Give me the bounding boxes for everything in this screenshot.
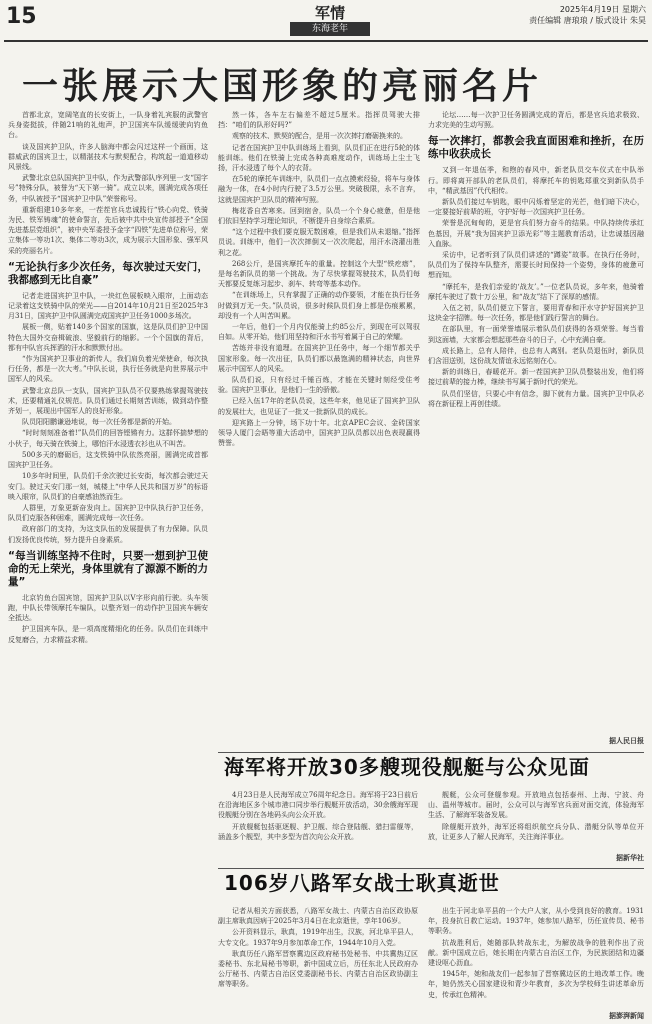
section-divider bbox=[218, 868, 644, 869]
subheading: 每一次摔打，都教会我直面困难和挫折，在历练中收获成长 bbox=[428, 135, 644, 161]
article2-headline: 海军将开放30多艘现役舰艇与公众见面 bbox=[224, 755, 590, 779]
paragraph: 队员们坚信，只要心中有信念，脚下就有力量。国宾护卫中队必将在新征程上再创佳绩。 bbox=[428, 389, 644, 408]
paragraph: 梅花香自苦寒来。回到宿舍，队员一个个身心疲惫，但是他们依旧坚持学习理论知识，不断提升自身综合素质。 bbox=[218, 206, 420, 226]
paragraph: 北京钓鱼台国宾馆，国宾护卫队以V字形向前行驶。头车领跑，中队长带领摩托车编队，以整齐划一的动作护卫国宾车辆安全抵达。 bbox=[8, 593, 208, 623]
paragraph: 耿真历任八路军晋察冀边区政府秘书处秘书、中共冀热辽区委秘书、东北局秘书等职，新中国成立后，历任东北人民政府办公厅秘书、内蒙古自治区党委副秘书长、内蒙古自治区政协副主席等职务。 bbox=[218, 949, 418, 989]
paragraph: “在训练场上，只有掌握了正确的动作要领，才能在执行任务时做到万无一失。”队员说，很多时候队员们身上都是伤痕累累，却没有一个人叫苦叫累。 bbox=[218, 291, 420, 320]
issue-date: 2025年4月19日 星期六 bbox=[559, 5, 646, 14]
section-title: 军情 bbox=[314, 4, 345, 22]
paragraph: 人群里，万象更新奋发向上。国宾护卫中队执行护卫任务，队员们克服各种困难，圆满完成每一次任务。 bbox=[8, 503, 208, 523]
header-info bbox=[470, 4, 646, 26]
paragraph: 展板一侧，贴着140多个国家的国旗，这是队员们护卫中国特色大国外交奋楫破浪、坚毅前行的缩影。一个个国旗的背后，都有中队官兵挥洒的汗水和默默付出。 bbox=[8, 323, 208, 352]
paragraph: 10多年时间里，队员们千余次驶过长安街，每次都会驶过天安门。驶过天安门那一刻，城楼上“中华人民共和国万岁”的标语映入眼帘，队员们的自豪感油然而生。 bbox=[8, 472, 208, 501]
paragraph: 首都北京，宽阔笔直的长安街上，一队身着礼宾服的武警官兵身姿挺拔，伴随21响的礼炮声，护卫国宾车队缓缓驶向钓鱼台。 bbox=[8, 111, 208, 140]
paragraph: 已经入伍17年的老队员说，这些年来，他见证了国宾护卫队的发展壮大，也见证了一批又一批新队员的成长。 bbox=[218, 397, 420, 416]
article2-column-2 bbox=[428, 790, 644, 852]
paragraph: 一年后，他们一个月内仅能骑上约85公斤，到现在可以驾驭自如。从零开始，他们用坚持和汗水书写着属于自己的荣耀。 bbox=[218, 323, 420, 342]
paragraph: 新的训练日，春暖花开。新一茬国宾护卫队员整装出发，他们将接过前辈的接力棒，继续书写属于新时代的荣光。 bbox=[428, 368, 644, 387]
paragraph: 舰艇，公众可登舰参观。开放地点包括泰州、上海、宁波、舟山、温州等城市。届时，公众可以与海军官兵面对面交流，体验海军生活、了解海军装备发展。 bbox=[428, 791, 644, 820]
article1-headline: 一张展示大国形象的亮丽名片 bbox=[22, 66, 543, 107]
article3-headline: 106岁八路军女战士耿真逝世 bbox=[224, 871, 500, 895]
article3-column-1 bbox=[218, 906, 418, 1020]
subheading: “每当训练坚持不住时，只要一想到护卫使命的无上荣光，身体里就有了源源不断的力量” bbox=[8, 549, 208, 588]
paragraph: 记者从相关方面获悉，八路军女战士、内蒙古自治区政协原副主席耿真因病于2025年3月4日在北京逝世，享年106岁。 bbox=[218, 907, 418, 926]
paragraph: 观察的技术、默契的配合，是用一次次摔打磨砺换来的。 bbox=[232, 132, 407, 141]
article3-byline: 据澎湃新闻 bbox=[609, 1011, 644, 1020]
paragraph: 500多天的磨砺后，这支铁骑中队依然亮丽，圆满完成首都国宾护卫任务。 bbox=[8, 450, 208, 470]
paragraph: “时时刻刻准备着!”队员们的回答铿锵有力。这群怀揣梦想的小伙子，每天骑在铁骑上，哪怕汗水浸透衣衫也从不叫苦。 bbox=[8, 429, 208, 448]
paragraph: 1945年，她和战友们一起参加了晋察冀边区的土地改革工作。晚年，她仍然关心国家建设和青少年教育，多次为学校师生讲述革命历史，传承红色精神。 bbox=[428, 970, 644, 999]
paragraph: 新队员们接过车钥匙，眼中闪烁着坚定的光芒，他们暗下决心，一定要接好前辈的班，守护好每一次国宾护卫任务。 bbox=[428, 198, 644, 217]
paragraph: 出生于河北阜平县的一个大户人家，从小受到良好的教育。1931年，投身抗日救亡运动。1937年，她参加八路军，历任宣传员、秘书等职务。 bbox=[428, 907, 644, 936]
article1-byline: 据人民日报 bbox=[609, 736, 644, 745]
article2-byline: 据新华社 bbox=[616, 853, 644, 862]
paragraph: 论坛……每一次护卫任务圆满完成的背后，都是官兵追求极致、力求完美的生动写照。 bbox=[428, 111, 644, 130]
article1-column-3 bbox=[428, 110, 644, 730]
page-number: 15 bbox=[6, 4, 37, 29]
paragraph: 抗战胜利后，她随部队转战东北，为解放战争的胜利作出了贡献。新中国成立后，她长期在内蒙古自治区工作，为民族团结和边疆建设呕心沥血。 bbox=[428, 938, 644, 968]
paragraph: 武警北京总队国宾护卫中队，作为武警部队序列里一支“国字号”特殊分队，被誉为“天下第一骑”。成立以来，圆满完成各项任务，中队被授予“国宾护卫中队”荣誉称号。 bbox=[8, 174, 208, 203]
paragraph: “摩托车，是我们亲爱的‘战友’。”一位老队员说，多年来，他骑着摩托车驶过了数十万公里，和“战友”结下了深厚的感情。 bbox=[428, 282, 644, 301]
paragraph: 武警北京总队一支队，国宾护卫队员不仅要熟练掌握驾驶技术，还要精通礼仪规范。队员们通过长期刻苦训练，做到动作整齐划一，展现出中国军人的良好形象。 bbox=[8, 386, 208, 416]
paragraph: 又到一年退伍季，和煦的春风中，新老队员交车仪式在中队举行。即将离开部队的老队员们，将摩托车的钥匙郑重交到新队员手中，“精武基因”代代相传。 bbox=[428, 166, 644, 195]
paragraph: 记者走进国宾护卫中队，一块红色展板映入眼帘，上面动态记录着这支铁骑中队的荣光——自2014年10月21日至2025年3月31日，国宾护卫中队圆满完成国宾护卫任务1000多场次。 bbox=[8, 291, 208, 321]
paragraph: 重新组建10多年来，一茬茬官兵忠诚践行“铁心向党、铁骑为民、铁军铸魂”的使命誓言，先后被中共中央宣传部授予“全国先进基层党组织”，被中央军委授予金字“四铁”先进单位称号，荣立集体一等功1次、集体二等功3次，成为展示大国形象、强军风采的亮丽名片。 bbox=[8, 205, 208, 255]
paragraph: 在5轮的摩托车训练中，队员们一点点摸索经验，将车与身体融为一体，在4小时内行驶了3.5万公里。突破极限，永不言弃，这就是国宾护卫队员的精神写照。 bbox=[218, 175, 420, 204]
article2-column-1 bbox=[218, 790, 418, 862]
article3-column-2 bbox=[428, 906, 644, 1010]
paragraph: 谈及国宾护卫队，许多人脑海中都会闪过这样一个画面，这群威武的国宾卫士，以精湛技术与默契配合，构筑起一道道移动风景线。 bbox=[8, 142, 208, 172]
paragraph: “作为国宾护卫事业的新传人，我们肩负着光荣使命，每次执行任务，都是一次大考。”中队长说，执行任务就是向世界展示中国军人的风采。 bbox=[8, 355, 208, 384]
paragraph: 268公斤，是国宾摩托车的重量。控制这个大型“铁疙瘩”，是每名新队员的第一个挑战。为了尽快掌握驾驶技术，队员们每天都要反复练习起步、刹车、转弯等基本动作。 bbox=[218, 259, 420, 289]
brand-logo: 东海老年 bbox=[290, 22, 370, 36]
subheading: “无论执行多少次任务，每次驶过天安门，我都感到无比自豪” bbox=[8, 260, 208, 286]
paragraph: 开放舰艇包括驱逐舰、护卫舰、综合登陆舰、猎扫雷舰等，涵盖多个舰型，其中多型为首次向公众开放。 bbox=[218, 822, 418, 841]
paragraph: 政府部门的支持，为这支队伍的发展提供了有力保障。队员们发扬优良传统，努力提升自身素质。 bbox=[8, 525, 208, 544]
paragraph: “这个过程中我们要克服无数困难，但是我们从未退缩。”指挥员说。训练中，他们一次次摔倒又一次次爬起，用汗水浇灌出胜利之花。 bbox=[218, 228, 420, 257]
paragraph: 荣誉是沉甸甸的，更是官兵们努力奋斗的结果。中队持续传承红色基因，开展“我为国宾护卫添光彩”等主题教育活动，让忠诚基因融入血脉。 bbox=[428, 219, 644, 248]
paragraph: 除舰艇开放外，海军还将组织航空兵分队、潜艇分队等单位开放，让更多人了解人民海军，关注海洋事业。 bbox=[428, 822, 644, 841]
article1-column-1 bbox=[8, 110, 208, 1010]
article1-column-2 bbox=[218, 110, 420, 750]
paragraph: 采访中，记者听到了队员们讲述的“蹲姿”故事。在执行任务时，队员们为了保持车队整齐，需要长时间保持一个姿势，身体的疲惫可想而知。 bbox=[428, 251, 644, 280]
paragraph: 队员阳阳鹏谦逊地说，每一次任务都是新的开始。 bbox=[22, 418, 176, 427]
paragraph: 成长路上，总有人陪伴，也总有人离别。老队员退伍时，新队员们含泪送别，这份战友情谊永远铭刻在心。 bbox=[428, 346, 644, 366]
paragraph: 苦练并非没有道理。在国宾护卫任务中，每一个细节都关乎国家形象。每一次出征，队员们都以最饱满的精神状态，向世界展示中国军人的风采。 bbox=[218, 344, 420, 373]
paragraph: 然一体，各车左右偏差不超过5厘米。指挥员驾驶大排挡：“咱们的队形好吗?” bbox=[218, 111, 420, 130]
paragraph: 记者在国宾护卫中队训练场上看到，队员们正在进行5轮的体能训练。他们在铁骑上完成各种高难度动作，训练场上尘土飞扬，汗水浸透了每个人的衣背。 bbox=[218, 143, 420, 173]
header-rule bbox=[4, 40, 648, 42]
section-divider bbox=[218, 752, 644, 753]
paragraph: 4月23日是人民海军成立76周年纪念日。海军将于23日前后在沿海地区多个城市港口同步举行舰艇开放活动，30余艘海军现役舰艇分别在各地码头向公众开放。 bbox=[218, 791, 418, 820]
paragraph: 在部队里，有一面荣誉墙展示着队员们获得的各项荣誉。每当看到这面墙，大家都会想起那些奋斗的日子，心中充满自豪。 bbox=[428, 325, 644, 344]
editor-credits: 责任编辑 唐琅琅 / 版式设计 朱昊 bbox=[529, 16, 646, 25]
paragraph: 公开资料显示，耿真，1919年出生，汉族，河北阜平县人，大专文化。1937年9月参加革命工作，1944年10月入党。 bbox=[218, 928, 418, 947]
paragraph: 护卫国宾车队，是一项高度精细化的任务。队员们在训练中反复磨合，力求精益求精。 bbox=[8, 625, 208, 644]
paragraph: 迎宾路上一分钟，场下功十年。北京APEC会议、金砖国家领导人厦门会晤等重大活动中，国宾护卫队员都以出色表现赢得赞誉。 bbox=[218, 418, 420, 448]
paragraph: 队员们说，只有经过千锤百炼，才能在关键时刻经受住考验。国宾护卫事业，是他们一生的骄傲。 bbox=[218, 376, 420, 395]
paragraph: 入伍之初，队员们便立下誓言，要用青春和汗水守护好国宾护卫这块金字招牌。每一次任务，都是他们践行誓言的舞台。 bbox=[428, 304, 644, 323]
